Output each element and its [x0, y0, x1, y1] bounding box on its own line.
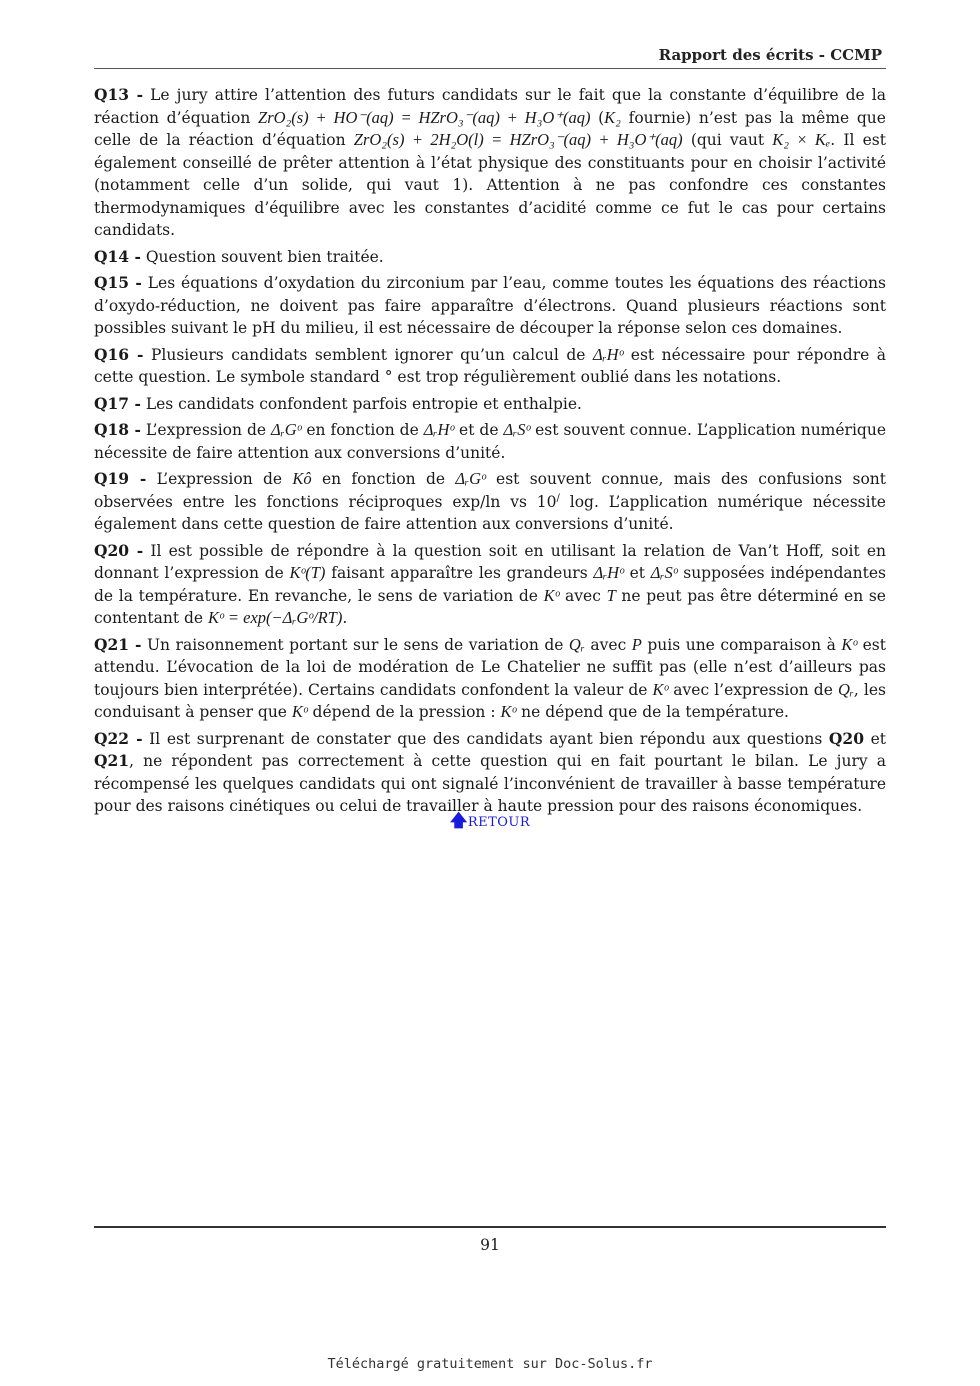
math-symbol: ΔᵣHᵒ — [423, 420, 455, 439]
question-reference: Q20 — [828, 728, 864, 748]
math-symbol: Kᵒ(T) — [289, 563, 326, 582]
paragraph-q17: Q17 - Les candidats confondent parfois entropie et enthalpie. — [94, 393, 582, 413]
question-label: Q18 - — [94, 420, 141, 439]
retour-link[interactable] — [0, 808, 980, 837]
footer-divider — [94, 1226, 886, 1228]
retour-label[interactable]: RETOUR — [467, 815, 531, 830]
paragraph-q16: Q16 - Plusieurs candidats semblent ignorer qu’un calcul de ΔᵣHᵒ est nécessaire pour répondre à cette question. Le symbole standard ° est trop régulièrement oublié dans les notations. — [94, 344, 886, 386]
paragraph-q20: Q20 - Il est possible de répondre à la question soit en utilisant la relation de Van’t Hoff, soit en donnant l’expression de Kᵒ(T) faisant apparaître les grandeurs ΔᵣHᵒ et ΔᵣSᵒ supposées indépendantes de la température. En revanche, le sens de variation de Kᵒ avec T ne peut pas être déterminé en se contentant de Kᵒ = exp(−ΔᵣGᵒ/RT). — [94, 540, 887, 627]
math-symbol: Kô — [292, 469, 312, 488]
question-reference: Q21 — [94, 751, 130, 770]
question-label: Q16 - — [94, 344, 144, 364]
header-title: Rapport des écrits - CCMP — [658, 46, 882, 64]
question-label: Q14 - — [94, 246, 141, 266]
question-label: Q21 - — [94, 634, 142, 654]
math-symbol: ΔᵣSᵒ — [503, 420, 531, 439]
math-symbol: Kᵒ — [543, 585, 560, 605]
question-label: Q13 - — [94, 85, 144, 104]
math-symbol: K₂ — [604, 107, 621, 127]
question-label: Q17 - — [94, 393, 141, 413]
math-symbol: T — [606, 585, 616, 605]
paragraph-q13: Q13 - Le jury attire l’attention des futurs candidats sur le fait que la constante d’équilibre de la réaction d’équation ZrO₂(s) + HO⁻(aq) = HZrO₃⁻(aq) + H₃O⁺(aq) (K₂ fournie) n’est pas la même que celle de la réaction d’équation ZrO₂(s) + 2H₂O(l) = HZrO₃⁻(aq) + H₃O⁺(aq) (qui vaut K₂ × Kₑ. Il est également conseillé de prêter attention à l’état physique des constituants pour en choisir l’activité (notamment celle d’un solide, qui vaut 1). Attention à ne pas confondre ces constantes thermodynamiques d’équilibre avec les constantes d’acidité comme ce fut le cas pour certains candidats. — [94, 85, 886, 239]
math-symbol: P — [631, 634, 642, 654]
paragraph-q21: Q21 - Un raisonnement portant sur le sens de variation de Qᵣ avec P puis une comparaison à Kᵒ est attendu. L’évocation de la loi de modération de Le Chatelier ne suffit pas (elle n’est d’ailleurs pas toujours bien interprétée). Certains candidats confondent la valeur de Kᵒ avec l’expression de Qᵣ, les conduisant à penser que Kᵒ dépend de la pression : Kᵒ ne dépend que de la température. — [94, 634, 886, 721]
equation: ZrO₂(s) + HO⁻(aq) = HZrO₃⁻(aq) + H₃O⁺(aq) — [258, 107, 591, 127]
paragraph-q14: Q14 - Question souvent bien traitée. — [94, 246, 384, 266]
equation: Kᵒ = exp(−ΔᵣGᵒ/RT) — [208, 608, 343, 627]
math-symbol: ΔᵣHᵒ — [593, 563, 624, 582]
math-symbol: ΔᵣHᵒ — [592, 344, 624, 364]
math-symbol: Qᵣ — [837, 679, 854, 699]
question-label: Q15 - — [94, 273, 142, 292]
page-number: 91 — [480, 1236, 500, 1254]
superscript: / — [556, 492, 560, 504]
arrow-up-icon: 🡅 — [449, 811, 468, 831]
question-label: Q22 - — [94, 728, 143, 748]
paragraph-q15: Q15 - Les équations d’oxydation du zirconium par l’eau, comme toutes les équations des réactions d’oxydo-réduction, ne doivent pas faire apparaître d’électrons. Quand plusieurs réactions sont possibles suivant le pH du milieu, il est nécessaire de découper la réponse selon ces domaines. — [94, 273, 886, 337]
math-symbol: Kᵒ — [652, 679, 669, 699]
math-symbol: K₂ × Kₑ — [772, 130, 831, 149]
math-symbol: Kᵒ — [500, 702, 517, 721]
math-symbol: Kᵒ — [291, 702, 308, 721]
math-symbol: Kᵒ — [841, 634, 858, 654]
page-header — [94, 46, 886, 69]
math-symbol: ΔᵣGᵒ — [271, 420, 302, 439]
question-label: Q19 - — [94, 469, 147, 488]
math-symbol: ΔᵣSᵒ — [650, 563, 678, 582]
report-body — [94, 84, 886, 822]
question-label: Q20 - — [94, 540, 144, 560]
download-note: Téléchargé gratuitement sur Doc-Solus.fr — [327, 1356, 653, 1372]
math-symbol: Qᵣ — [568, 634, 585, 654]
math-symbol: ΔᵣGᵒ — [455, 469, 486, 488]
equation: ZrO₂(s) + 2H₂O(l) = HZrO₃⁻(aq) + H₃O⁺(aq) — [353, 130, 683, 149]
paragraph-q22: Q22 - Il est surprenant de constater que des candidats ayant bien répondu aux questions Q20 et Q21, ne répondent pas correctement à cette question qui en fait pourtant le bilan. Le jury a récompensé les quelques candidats qui ont signalé l’inconvénient de travailler à basse température pour des raisons cinétiques ou celui de travailler à haute pression pour des raisons économiques. — [94, 728, 886, 815]
paragraph-q18: Q18 - L’expression de ΔᵣGᵒ en fonction de ΔᵣHᵒ et de ΔᵣSᵒ est souvent connue. L’application numérique nécessite de faire attention aux conversions d’unité. — [94, 420, 886, 462]
paragraph-q19: Q19 - L’expression de Kô en fonction de ΔᵣGᵒ est souvent connue, mais des confusions sont observées entre les fonctions réciproques exp/ln vs 10/ log. L’application numérique nécessite également dans cette question de faire attention aux conversions d’unité. — [94, 469, 886, 533]
